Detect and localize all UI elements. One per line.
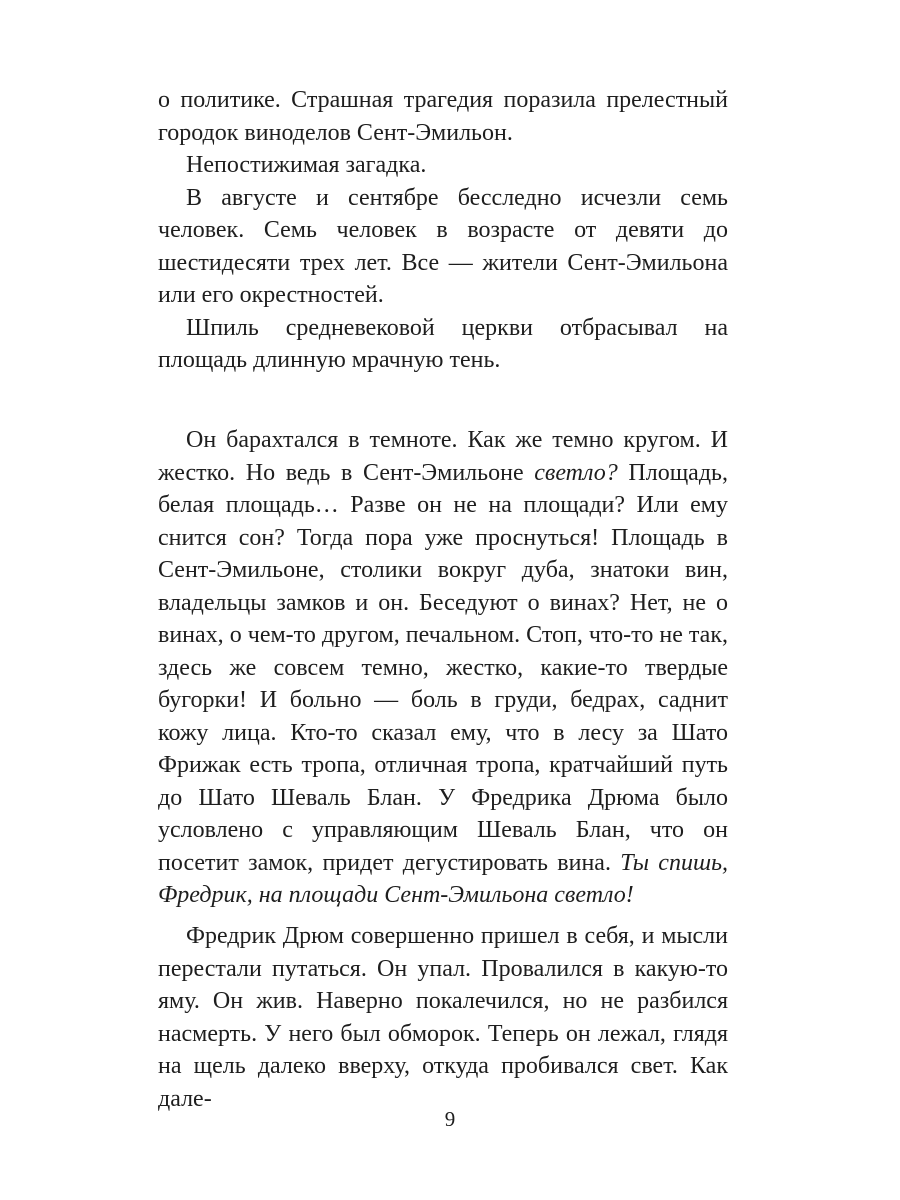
- text-section-2: [158, 424, 728, 912]
- text-section-3: [158, 920, 728, 1115]
- paragraph: [158, 424, 728, 912]
- paragraph: Фредрик Дрюм совершенно пришел в себя, и мысли перестали путаться. Он упал. Провалился в какую-то яму. Он жив. Наверно покалечился, но не разбился насмерть. У него был обморок. Теперь он лежал, глядя на щель далеко вверху, откуда пробивался свет. Как дале-: [158, 923, 728, 1112]
- italic-sentence: Ты спишь, Фредрик, на площади Сент-Эмильона светло!: [158, 849, 728, 908]
- paragraph: о политике. Страшная трагедия поразила прелестный городок виноделов Сент-Эмильон.: [158, 87, 728, 146]
- page-number: 9: [444, 1107, 456, 1131]
- paragraph-text: Площадь, белая площадь… Разве он не на площади? Или ему снится сон? Тогда пора уже проснуться! Площадь в Сент-Эмильоне, столики вокруг дуба, знатоки вин, владельцы замков и он. Беседуют о винах? Нет, не о винах, о чем-то другом, печальном. Стоп, что-то не так, здесь же совсем темно, жестко, какие-то твердые бугорки! И больно — боль в груди, бедрах, саднит кожу лица. Кто-то сказал ему, что в лесу за Шато Фрижак есть тропа, отличная тропа, кратчайший путь до Шато Шеваль Блан. У Фредрика Дрюма было условлено с управляющим Шеваль Блан, что он посетит замок, придет дегустировать вина.: [158, 459, 728, 876]
- italic-word: светло?: [534, 459, 618, 486]
- text-section-1: [158, 84, 728, 377]
- paragraph: Шпиль средневековой церкви отбрасывал на площадь длинную мрачную тень.: [158, 314, 728, 373]
- paragraph: Непостижимая загадка.: [186, 152, 427, 178]
- paragraph: В августе и сентябре бесследно исчезли семь человек. Семь человек в возрасте от девяти до шестидесяти трех лет. Все — жители Сент-Эмильона или его окрестностей.: [158, 184, 728, 308]
- paragraph-text: Он барахтался в темноте. Как же темно кругом. И жестко. Но ведь в Сент-Эмильоне: [158, 427, 728, 486]
